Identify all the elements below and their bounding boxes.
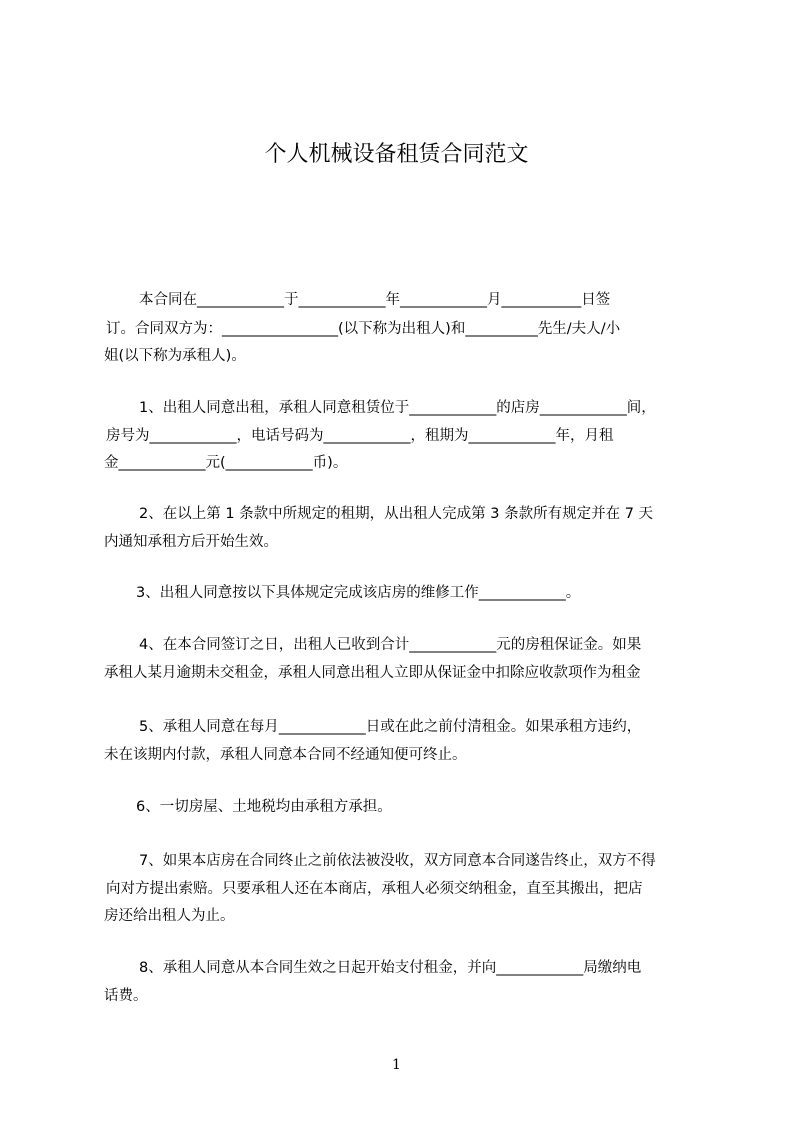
clause-2-line-2: 内通知承租方后开始生效。: [104, 534, 278, 550]
clause-4-line-1: 4、在本合同签订之日，出租人已收到合计____________元的房租保证金。如果: [139, 637, 642, 653]
clause-8-line-1: 8、承租人同意从本合同生效之日起开始支付租金，并向____________局缴纳电: [139, 960, 642, 976]
document-title: 个人机械设备租赁合同范文: [264, 142, 529, 167]
clause-2-line-1: 2、在以上第 1 条款中所规定的租期，从出租人完成第 3 条款所有规定并在 7 天: [139, 506, 654, 522]
preamble-line-2: 订。合同双方为：________________(以下称为出租人)和__________先生/夫人/小: [106, 321, 621, 337]
clause-6-line-1: 6、一切房屋、土地税均由承租方承担。: [136, 799, 392, 815]
page-number: 1: [392, 1057, 401, 1073]
clause-7-line-2: 向对方提出索赔。只要承租人还在本商店，承租人必须交纳租金，直至其搬出，把店: [106, 881, 643, 897]
clause-1-line-1: 1、出租人同意出租，承租人同意租赁位于____________的店房____________间，: [139, 400, 656, 416]
clause-5-line-2: 未在该期内付款，承租人同意本合同不经通知便可终止。: [104, 747, 467, 763]
preamble-line-3: 姐(以下称为承租人)。: [104, 348, 246, 364]
clause-7-line-1: 7、如果本店房在合同终止之前依法被没收，双方同意本合同遂告终止，双方不得: [139, 853, 656, 869]
clause-4-line-2: 承租人某月逾期未交租金，承租人同意出租人立即从保证金中扣除应收款项作为租金: [104, 665, 641, 681]
preamble-line-1: 本合同在____________于____________年____________月___________日签: [139, 292, 611, 308]
clause-8-line-2: 话费。: [104, 988, 148, 1004]
clause-1-line-3: 金____________元(____________币)。: [104, 455, 348, 471]
clause-5-line-1: 5、承租人同意在每月____________日或在此之前付清租金。如果承租方违约，: [139, 719, 642, 735]
clause-1-line-2: 房号为____________，电话号码为____________，租期为____________年，月租: [106, 428, 614, 444]
clause-3-line-1: 3、出租人同意按以下具体规定完成该店房的维修工作____________。: [136, 585, 581, 601]
clause-7-line-3: 房还给出租人为止。: [104, 908, 235, 924]
